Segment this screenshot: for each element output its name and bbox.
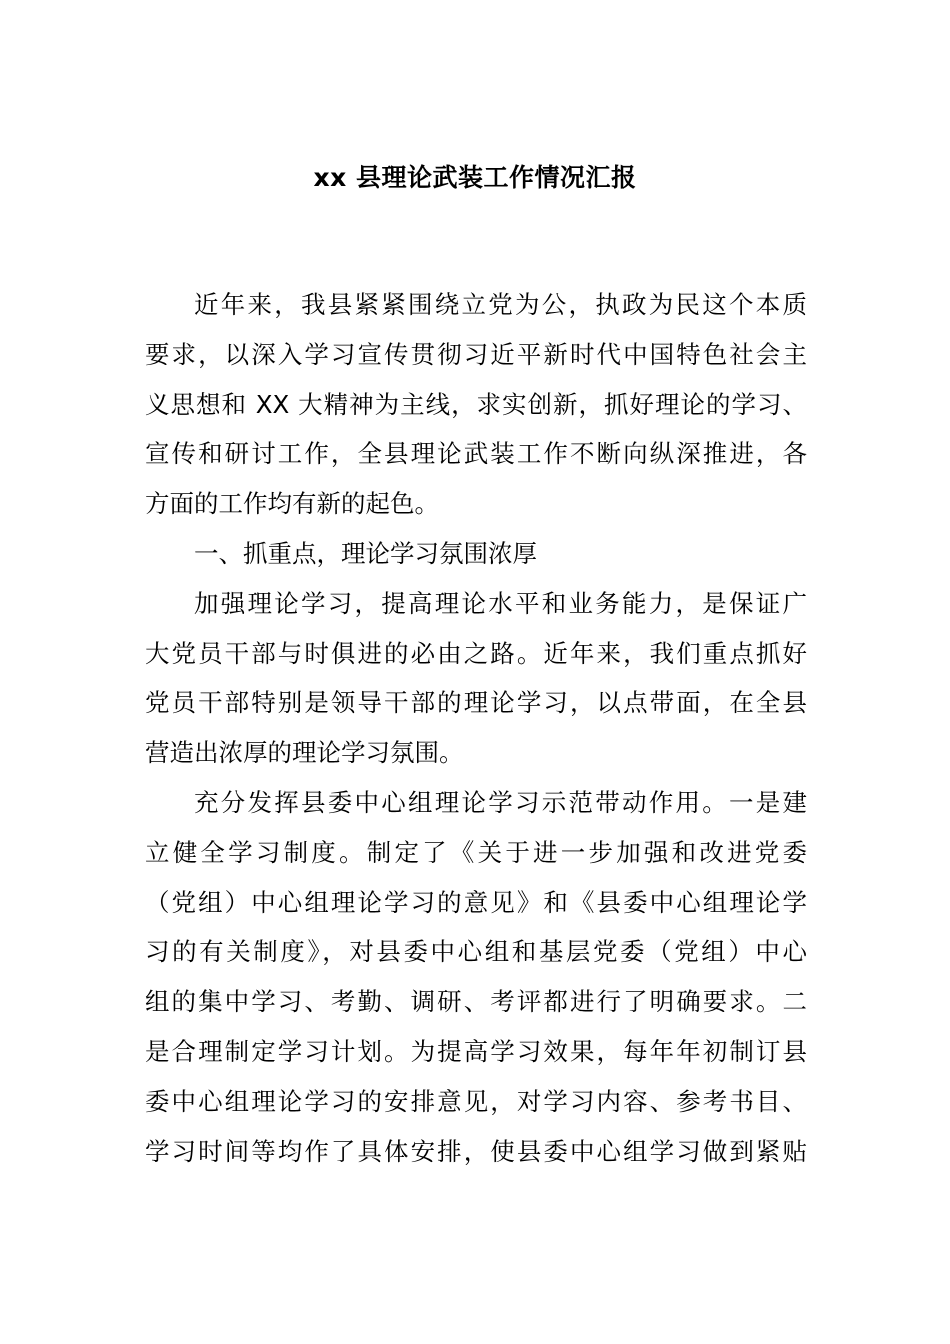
body-text-line: （党组）中心组理论学习的意见》和《县委中心组理论学 bbox=[145, 887, 807, 917]
body-text-line: 义思想和 XX 大精神为主线，求实创新，抓好理论的学习、 bbox=[145, 389, 807, 419]
body-text-line: 近年来，我县紧紧围绕立党为公，执政为民这个本质 bbox=[194, 290, 807, 319]
body-text-line: 立健全学习制度。制定了《关于进一步加强和改进党委 bbox=[145, 837, 807, 867]
body-text-line: 营造出浓厚的理论学习氛围。 bbox=[145, 738, 464, 768]
document-body bbox=[145, 280, 807, 1176]
body-text-line: 习的有关制度》，对县委中心组和基层党委（党组）中心 bbox=[145, 937, 807, 967]
body-text-line: 党员干部特别是领导干部的理论学习，以点带面，在全县 bbox=[145, 688, 807, 718]
body-text-line: 充分发挥县委中心组理论学习示范带动作用。一是建 bbox=[194, 787, 807, 817]
body-text-line: 方面的工作均有新的起色。 bbox=[145, 489, 439, 519]
body-text-line: 委中心组理论学习的安排意见，对学习内容、参考书目、 bbox=[145, 1086, 807, 1116]
body-text-line: 大党员干部与时俱进的必由之路。近年来，我们重点抓好 bbox=[145, 638, 807, 668]
body-text-line: 加强理论学习，提高理论水平和业务能力，是保证广 bbox=[194, 588, 807, 618]
body-text-line: 组的集中学习、考勤、调研、考评都进行了明确要求。二 bbox=[145, 987, 807, 1017]
body-text-line: 宣传和研讨工作，全县理论武装工作不断向纵深推进，各 bbox=[145, 439, 807, 469]
body-text-line: 一、抓重点，理论学习氛围浓厚 bbox=[194, 538, 537, 568]
body-text-line: 要求，以深入学习宣传贯彻习近平新时代中国特色社会主 bbox=[145, 339, 807, 369]
document-title: xx 县理论武装工作情况汇报 bbox=[313, 163, 637, 192]
body-text-line: 是合理制定学习计划。为提高学习效果，每年年初制订县 bbox=[145, 1036, 807, 1066]
body-text-line: 学习时间等均作了具体安排，使县委中心组学习做到紧贴 bbox=[145, 1136, 807, 1166]
